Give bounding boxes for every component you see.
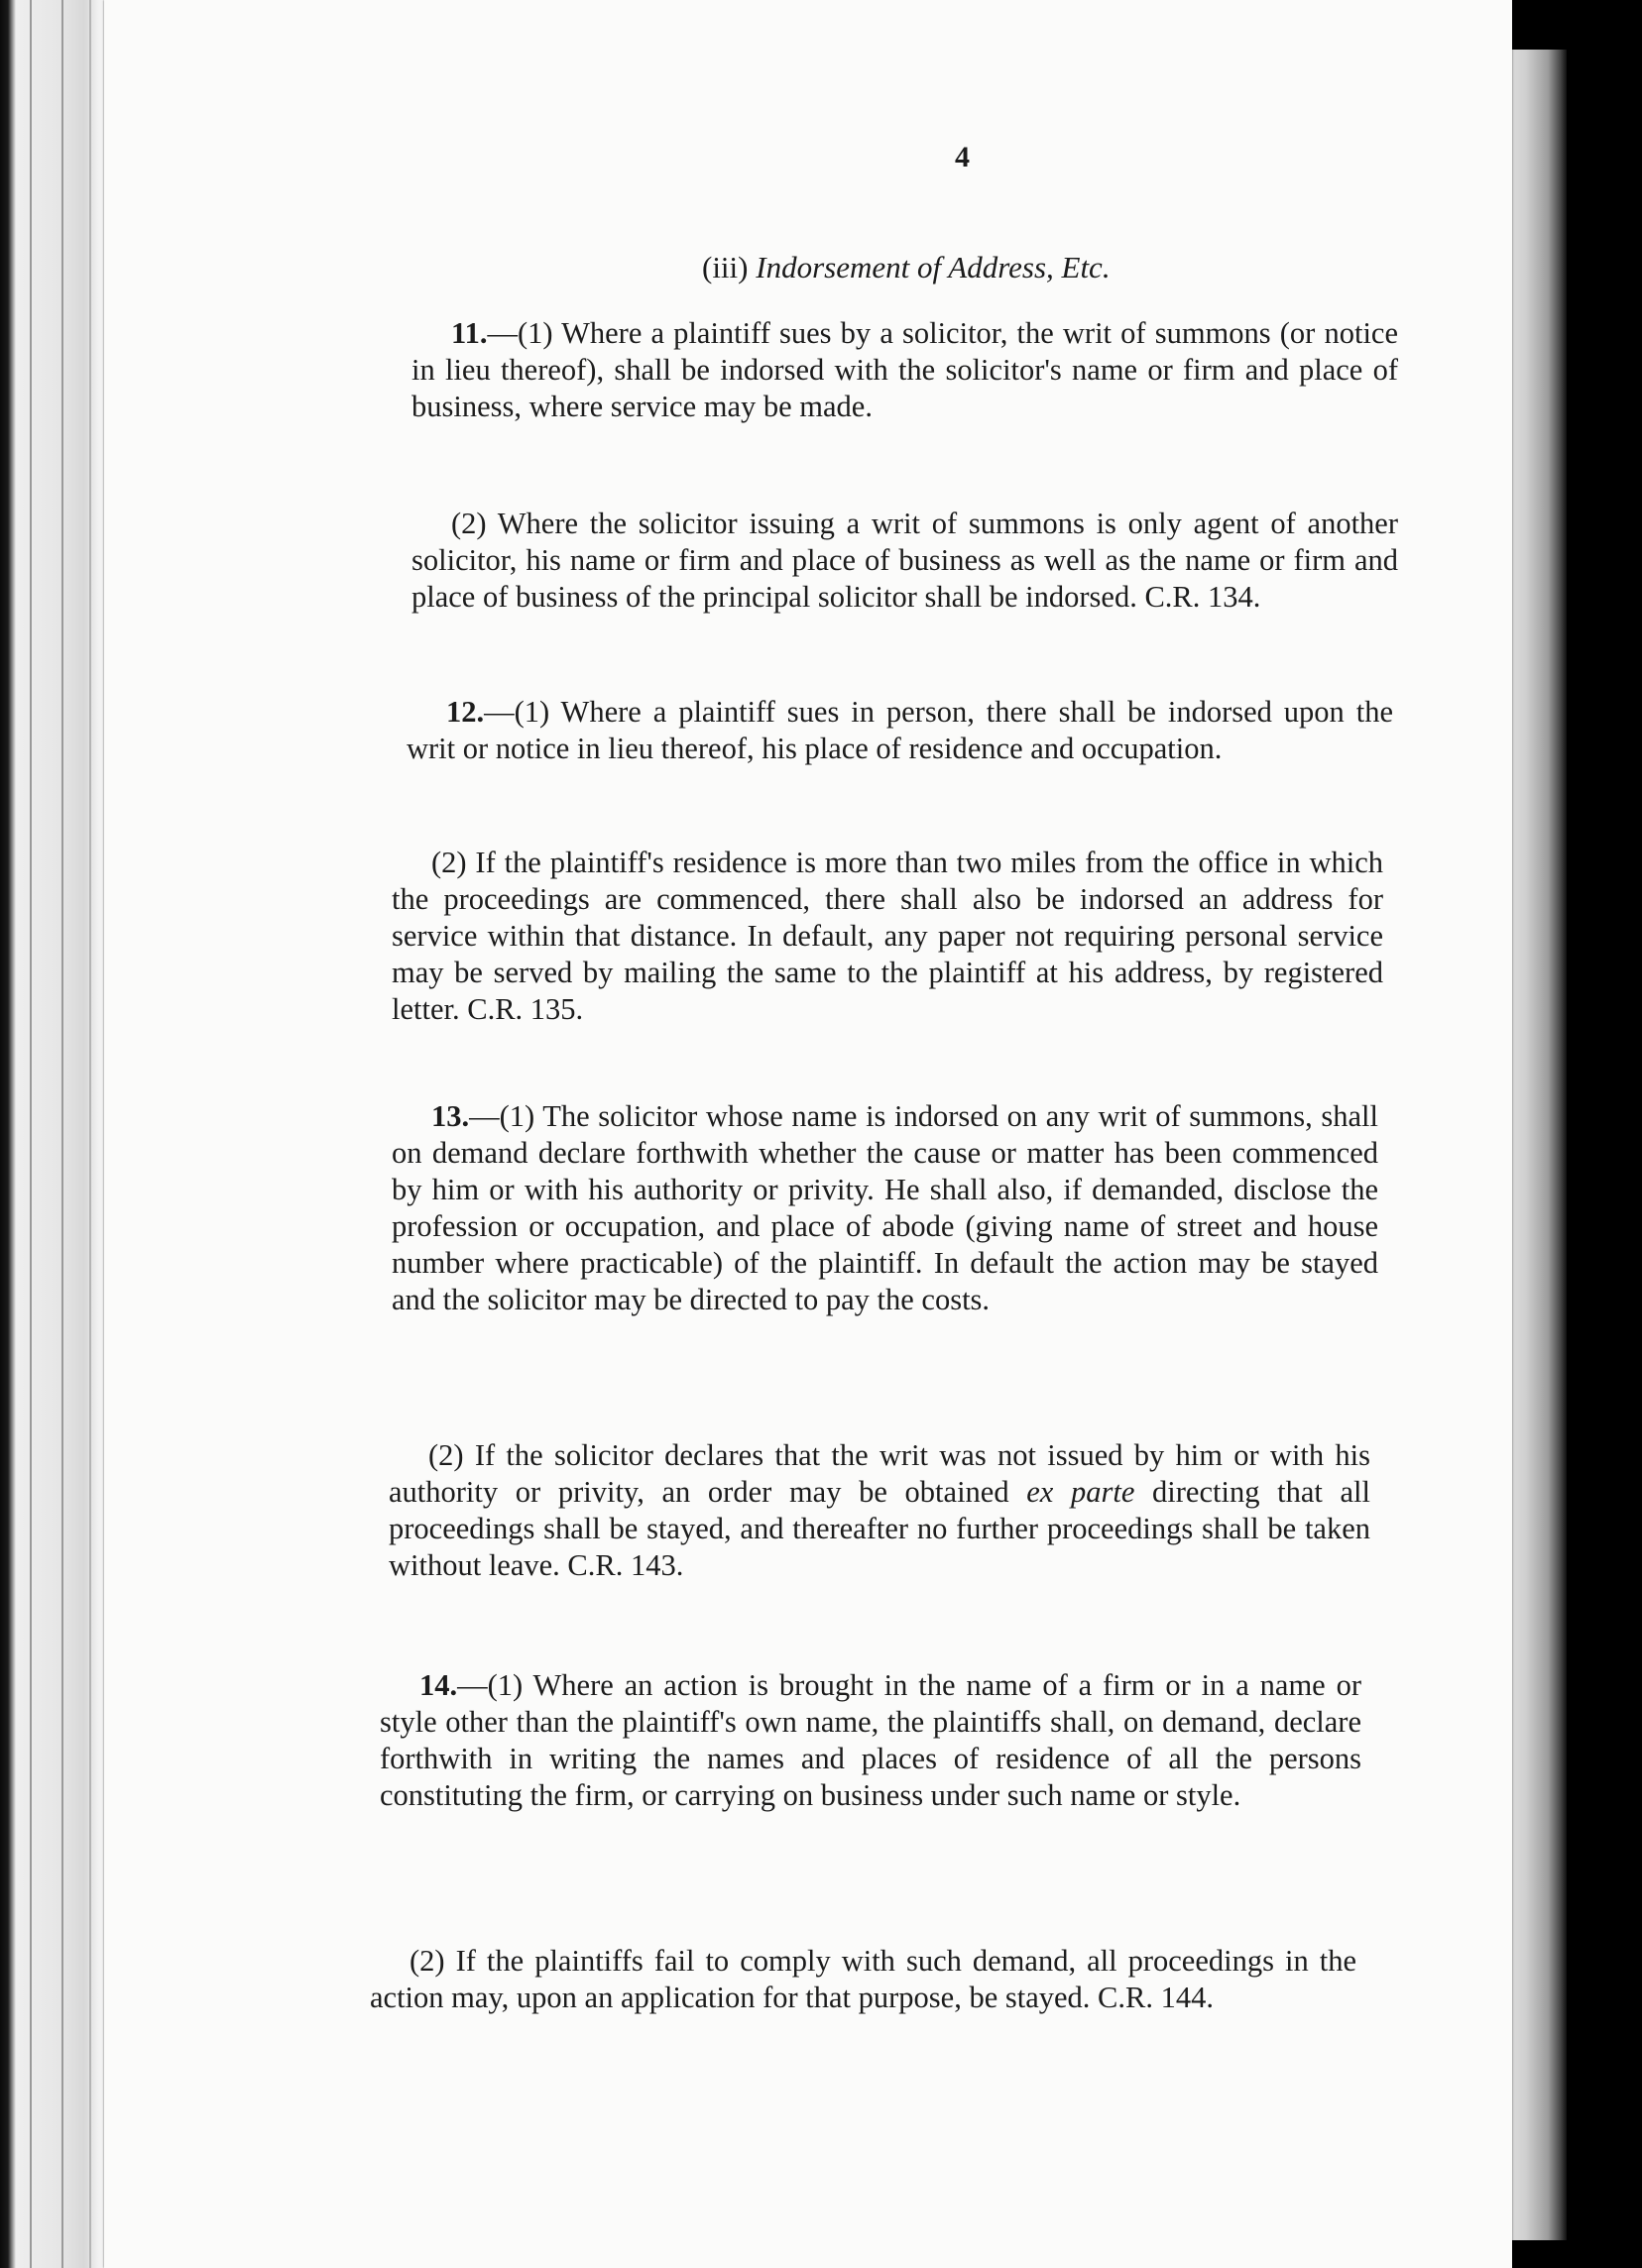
rule-text-italic: ex parte xyxy=(1026,1475,1135,1509)
page-edge-line xyxy=(61,0,63,2268)
rule-11-1 xyxy=(411,315,1398,425)
rule-text-after: directing that all proceedings shall be stayed, and thereafter no further proceedings shall be taken without leave. C.R. 143. xyxy=(389,1475,1370,1582)
rule-text-before: (2) If the solicitor declares that the writ was not issued by him or with his authority or privity, an order may be obtained xyxy=(389,1438,1370,1509)
rule-13-2 xyxy=(389,1437,1370,1584)
page-edge-line xyxy=(89,0,91,2268)
rule-text: —(1) The solicitor whose name is indorsed on any writ of summons, shall on demand declare forthwith whether the cause or matter has been commenced by him or with his authority or privity. He shall also, if demanded, disclose the profession or occupation, and place of abode (giving name of street and house number where practicable) of the plaintiff. In default the action may be stayed and the solicitor may be directed to pay the costs. xyxy=(392,1099,1378,1316)
page-number: 4 xyxy=(955,141,970,173)
rule-text: (2) If the plaintiff's residence is more than two miles from the office in which the proceedings are commenced, there shall also be indorsed an address for service within that distance. In default, any paper not requiring personal service may be served by mailing the same to the plaintiff at his address, by registered letter. C.R. 135. xyxy=(392,846,1383,1026)
rule-number: 13. xyxy=(431,1099,470,1133)
document-page xyxy=(104,0,1512,2268)
rule-12-1 xyxy=(407,694,1393,767)
rule-number: 12. xyxy=(446,695,485,729)
rule-text: (2) If the plaintiffs fail to comply with such demand, all proceedings in the action may, upon an application for that purpose, be stayed. C.R. 144. xyxy=(370,1944,1356,2014)
section-heading xyxy=(702,250,1111,285)
page-edge-line xyxy=(30,0,32,2268)
rule-number: 11. xyxy=(451,316,488,350)
rule-14-1 xyxy=(380,1667,1361,1814)
rule-11-2 xyxy=(411,506,1398,616)
rule-text: —(1) Where a plaintiff sues by a solicitor, the writ of summons (or notice in lieu thereof), shall be indorsed with the solicitor's name or firm and place of business, where service may be made. xyxy=(411,316,1398,423)
rule-number: 14. xyxy=(419,1668,458,1702)
rule-13-1 xyxy=(392,1098,1378,1318)
rule-12-2 xyxy=(392,845,1383,1028)
rule-text: —(1) Where an action is brought in the name of a firm or in a name or style other than the plaintiff's own name, the plaintiffs shall, on demand, declare forthwith in writing the names and places of residence of all the persons constituting the firm, or carrying on business under such name or style. xyxy=(380,1668,1361,1812)
rule-text: (2) Where the solicitor issuing a writ of summons is only agent of another solicitor, his name or firm and place of business as well as the name or firm and place of business of the principal solicitor shall be indorsed. C.R. 134. xyxy=(411,507,1398,614)
rule-14-2 xyxy=(370,1943,1356,2016)
section-heading-title: Indorsement of Address, Etc. xyxy=(756,250,1111,284)
rule-text: —(1) Where a plaintiff sues in person, there shall be indorsed upon the writ or notice in lieu thereof, his place of residence and occupation. xyxy=(407,695,1393,765)
section-heading-prefix: (iii) xyxy=(702,250,749,284)
